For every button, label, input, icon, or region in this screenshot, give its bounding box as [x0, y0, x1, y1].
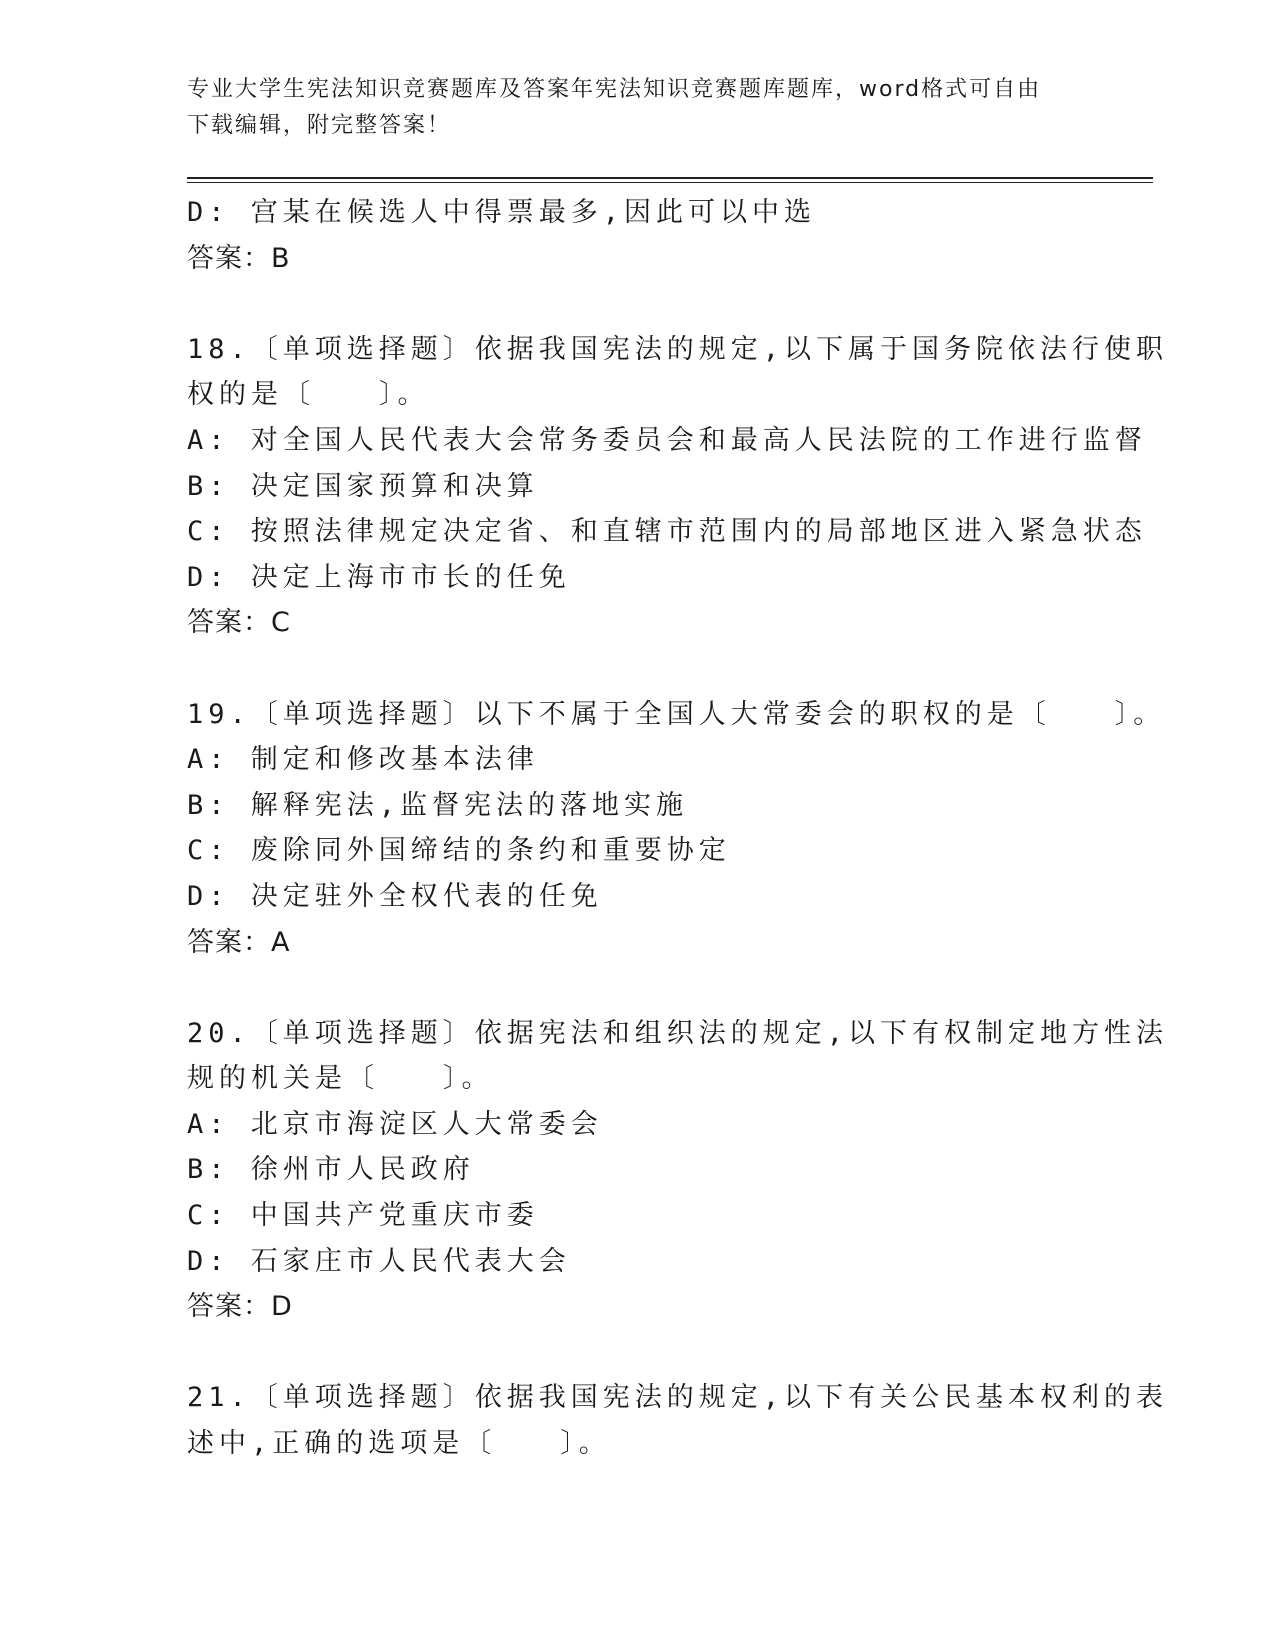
answer-line: 答案：C [187, 607, 291, 639]
answer-line: 答案：D [187, 1291, 293, 1323]
option-a: A: 对全国人民代表大会常务委员会和最高人民法院的工作进行监督 [187, 424, 1147, 456]
question-stem-line: 19.〔单项选择题〕以下不属于全国人大常委会的职权的是〔 〕。 [187, 698, 1166, 730]
option-a: A: 北京市海淀区人大常委会 [187, 1108, 603, 1140]
question-stem-line: 述中,正确的选项是〔 〕。 [187, 1428, 611, 1460]
option-d: D: 宫某在候选人中得票最多,因此可以中选 [187, 197, 817, 228]
question-stem-line: 规的机关是〔 〕。 [187, 1063, 494, 1095]
option-c: C: 按照法律规定决定省、和直辖市范围内的局部地区进入紧急状态 [187, 516, 1147, 548]
option-c: C: 中国共产党重庆市委 [187, 1200, 539, 1232]
option-d: D: 决定驻外全权代表的任免 [187, 880, 603, 912]
option-b: B: 徐州市人民政府 [187, 1154, 475, 1186]
continued-question [187, 190, 1087, 281]
question-list [187, 190, 1169, 1467]
spacer [187, 646, 1087, 692]
question-stem-line: 21.〔单项选择题〕依据我国宪法的规定,以下有关公民基本权利的表 [187, 1382, 1169, 1414]
question-stem-line: 18.〔单项选择题〕依据我国宪法的规定,以下属于国务院依法行使职 [187, 333, 1169, 365]
option-d: D: 决定上海市市长的任免 [187, 561, 571, 593]
spacer [187, 965, 1087, 1011]
option-d: D: 石家庄市人民代表大会 [187, 1245, 571, 1277]
option-a: A: 制定和修改基本法律 [187, 744, 539, 776]
question-stem-line: 权的是〔 〕。 [187, 379, 430, 411]
option-b: B: 解释宪法,监督宪法的落地实施 [187, 789, 689, 821]
answer-line: 答案：B [187, 242, 291, 274]
header-line-1: 专业大学生宪法知识竞赛题库及答案年宪法知识竞赛题库题库，word格式可自由 [187, 77, 1042, 102]
header-divider-thick [187, 177, 1153, 179]
option-b: B: 决定国家预算和决算 [187, 470, 539, 502]
answer-line: 答案：A [187, 926, 291, 958]
spacer [187, 281, 1087, 327]
question-stem-line: 20.〔单项选择题〕依据宪法和组织法的规定,以下有权制定地方性法 [187, 1017, 1169, 1049]
question-20 [187, 1011, 1169, 1330]
option-c: C: 废除同外国缔结的条约和重要协定 [187, 835, 731, 867]
header-divider-thin [187, 182, 1153, 183]
question-18 [187, 327, 1169, 646]
question-19 [187, 692, 1166, 966]
question-21 [187, 1375, 1169, 1466]
page-header [187, 72, 1067, 144]
spacer [187, 1330, 1087, 1376]
header-line-2: 下载编辑，附完整答案！ [187, 113, 452, 138]
